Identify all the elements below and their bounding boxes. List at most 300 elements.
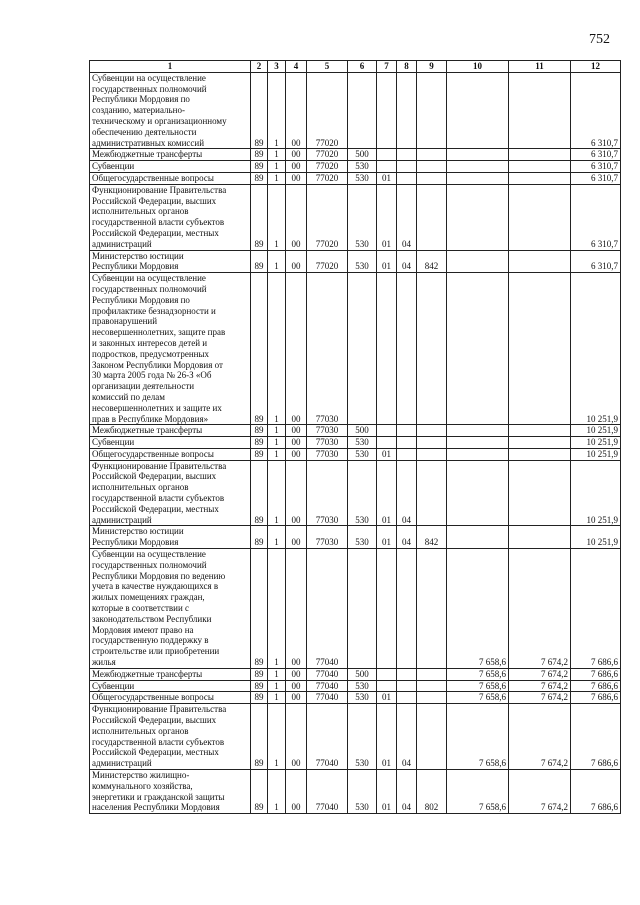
- cell-col-4: 00: [286, 692, 307, 704]
- cell-col-3: 1: [268, 692, 286, 704]
- description-line: исполнительных органов: [92, 206, 189, 217]
- cell-col-11: [509, 250, 571, 273]
- description-line: учета в качестве нуждающихся в: [92, 581, 219, 592]
- cell-col-4: 00: [286, 526, 307, 549]
- cell-col-3: 1: [268, 680, 286, 692]
- cell-col-12: 10 251,9: [571, 448, 621, 460]
- header-col-6: 6: [348, 61, 377, 73]
- cell-col-9: [417, 172, 447, 184]
- cell-col-9: 842: [417, 526, 447, 549]
- description-line: несовершеннолетних, защите прав: [92, 327, 226, 338]
- cell-col-5: 77030: [307, 425, 348, 437]
- header-row: [90, 61, 621, 73]
- cell-col-11: [509, 172, 571, 184]
- cell-col-12: 7 686,6: [571, 704, 621, 770]
- cell-col-10: [447, 250, 509, 273]
- cell-col-2: 89: [251, 668, 268, 680]
- cell-col-9: [417, 692, 447, 704]
- header-col-9: 9: [417, 61, 447, 73]
- cell-col-11: [509, 437, 571, 449]
- cell-col-10: [447, 460, 509, 526]
- cell-col-2: 89: [251, 692, 268, 704]
- cell-col-11: 7 674,2: [509, 770, 571, 814]
- cell-col-8: [397, 448, 417, 460]
- cell-col-6: 530: [348, 460, 377, 526]
- table-row: [90, 72, 621, 149]
- description-line: администраций: [92, 238, 152, 249]
- cell-col-7: [377, 549, 397, 669]
- cell-col-6: [348, 549, 377, 669]
- description-line: энергетики и гражданской защиты: [92, 791, 225, 802]
- cell-col-3: 1: [268, 184, 286, 250]
- description-line: Мордовия имеют право на: [92, 624, 194, 635]
- cell-col-2: 89: [251, 425, 268, 437]
- header-col-12: 12: [571, 61, 621, 73]
- cell-col-10: [447, 273, 509, 425]
- cell-col-7: [377, 668, 397, 680]
- cell-col-8: [397, 149, 417, 161]
- cell-col-11: [509, 526, 571, 549]
- cell-col-10: [447, 149, 509, 161]
- cell-col-7: 01: [377, 448, 397, 460]
- header-col-1: 1: [90, 61, 251, 73]
- description-line: государственных полномочий: [92, 283, 207, 294]
- description-line: государственной власти субъектов: [92, 493, 225, 504]
- cell-col-12: 10 251,9: [571, 460, 621, 526]
- cell-col-6: 530: [348, 692, 377, 704]
- description-line: исполнительных органов: [92, 725, 189, 736]
- row-description: [90, 692, 251, 704]
- cell-col-6: 530: [348, 161, 377, 173]
- cell-col-9: [417, 437, 447, 449]
- cell-col-3: 1: [268, 770, 286, 814]
- cell-col-9: [417, 668, 447, 680]
- description-line: Российской Федерации, местных: [92, 503, 219, 514]
- row-description: [90, 425, 251, 437]
- cell-col-4: 00: [286, 549, 307, 669]
- cell-col-7: 01: [377, 692, 397, 704]
- cell-col-8: [397, 668, 417, 680]
- cell-col-12: 6 310,7: [571, 149, 621, 161]
- description-line: строительстве или приобретении: [92, 646, 220, 657]
- cell-col-11: 7 674,2: [509, 704, 571, 770]
- cell-col-12: 7 686,6: [571, 770, 621, 814]
- description-line: администраций: [92, 514, 152, 525]
- cell-col-3: 1: [268, 273, 286, 425]
- cell-col-5: 77040: [307, 668, 348, 680]
- cell-col-4: 00: [286, 770, 307, 814]
- description-line: Межбюджетные трансферты: [92, 425, 203, 436]
- cell-col-2: 89: [251, 437, 268, 449]
- cell-col-8: 04: [397, 526, 417, 549]
- description-line: жилья: [92, 657, 116, 668]
- cell-col-12: 7 686,6: [571, 680, 621, 692]
- cell-col-11: [509, 72, 571, 149]
- table-row: [90, 704, 621, 770]
- cell-col-8: 04: [397, 250, 417, 273]
- description-line: Российской Федерации, высших: [92, 195, 217, 206]
- cell-col-3: 1: [268, 460, 286, 526]
- cell-col-2: 89: [251, 184, 268, 250]
- cell-col-2: 89: [251, 161, 268, 173]
- cell-col-3: 1: [268, 549, 286, 669]
- row-description: [90, 668, 251, 680]
- cell-col-3: 1: [268, 172, 286, 184]
- table-row: [90, 549, 621, 669]
- cell-col-7: [377, 149, 397, 161]
- cell-col-4: 00: [286, 273, 307, 425]
- header-col-5: 5: [307, 61, 348, 73]
- cell-col-6: 530: [348, 770, 377, 814]
- row-description: [90, 680, 251, 692]
- description-line: государственной власти субъектов: [92, 217, 225, 228]
- row-description: [90, 437, 251, 449]
- cell-col-10: [447, 526, 509, 549]
- cell-col-4: 00: [286, 250, 307, 273]
- header-col-2: 2: [251, 61, 268, 73]
- description-line: государственных полномочий: [92, 83, 207, 94]
- description-line: Межбюджетные трансферты: [92, 149, 203, 160]
- cell-col-5: 77040: [307, 549, 348, 669]
- description-line: комиссий по делам: [92, 391, 165, 402]
- description-line: Российской Федерации, высших: [92, 471, 217, 482]
- table-row: [90, 680, 621, 692]
- cell-col-8: [397, 161, 417, 173]
- cell-col-7: 01: [377, 704, 397, 770]
- table-row: [90, 668, 621, 680]
- row-description: [90, 172, 251, 184]
- description-line: Субвенции на осуществление: [92, 72, 206, 83]
- cell-col-6: 500: [348, 425, 377, 437]
- cell-col-5: 77020: [307, 250, 348, 273]
- row-description: [90, 161, 251, 173]
- row-description: [90, 770, 251, 814]
- cell-col-7: 01: [377, 250, 397, 273]
- description-line: Общегосударственные вопросы: [92, 172, 214, 183]
- cell-col-4: 00: [286, 448, 307, 460]
- description-line: жилых помещениях граждан,: [92, 592, 205, 603]
- cell-col-11: [509, 184, 571, 250]
- description-line: подростков, предусмотренных: [92, 348, 210, 359]
- cell-col-4: 00: [286, 680, 307, 692]
- cell-col-4: 00: [286, 72, 307, 149]
- description-line: населения Республики Мордовия: [92, 802, 220, 813]
- cell-col-10: [447, 184, 509, 250]
- description-line: прав в Республике Мордовия»: [92, 413, 209, 424]
- table-row: [90, 273, 621, 425]
- cell-col-2: 89: [251, 704, 268, 770]
- cell-col-3: 1: [268, 250, 286, 273]
- description-line: Субвенции на осуществление: [92, 549, 206, 560]
- page-number: 752: [589, 32, 610, 47]
- description-line: Министерство юстиции: [92, 526, 184, 537]
- cell-col-2: 89: [251, 526, 268, 549]
- cell-col-8: 04: [397, 460, 417, 526]
- cell-col-7: [377, 425, 397, 437]
- description-line: Республики Мордовия: [92, 261, 179, 272]
- cell-col-6: 530: [348, 704, 377, 770]
- description-line: Межбюджетные трансферты: [92, 668, 203, 679]
- cell-col-8: 04: [397, 770, 417, 814]
- header-col-11: 11: [509, 61, 571, 73]
- cell-col-5: 77030: [307, 448, 348, 460]
- cell-col-2: 89: [251, 172, 268, 184]
- description-line: профилактике безнадзорности и: [92, 305, 216, 316]
- description-line: правонарушений: [92, 316, 158, 327]
- description-line: Законом Республики Мордовия от: [92, 359, 223, 370]
- row-description: [90, 184, 251, 250]
- description-line: Функционирование Правительства: [92, 460, 227, 471]
- cell-col-6: 530: [348, 448, 377, 460]
- description-line: Функционирование Правительства: [92, 184, 227, 195]
- cell-col-9: [417, 448, 447, 460]
- description-line: законодательством Республики: [92, 613, 212, 624]
- cell-col-10: [447, 172, 509, 184]
- description-line: Общегосударственные вопросы: [92, 692, 214, 703]
- header-col-4: 4: [286, 61, 307, 73]
- row-description: [90, 448, 251, 460]
- cell-col-10: [447, 448, 509, 460]
- header-col-10: 10: [447, 61, 509, 73]
- cell-col-11: [509, 460, 571, 526]
- cell-col-3: 1: [268, 437, 286, 449]
- cell-col-11: 7 674,2: [509, 549, 571, 669]
- cell-col-4: 00: [286, 668, 307, 680]
- cell-col-12: 6 310,7: [571, 250, 621, 273]
- description-line: Субвенции на осуществление: [92, 273, 206, 284]
- cell-col-9: [417, 425, 447, 437]
- cell-col-8: 04: [397, 184, 417, 250]
- description-line: и законных интересов детей и: [92, 337, 208, 348]
- table-row: [90, 526, 621, 549]
- cell-col-2: 89: [251, 549, 268, 669]
- cell-col-5: 77020: [307, 72, 348, 149]
- cell-col-7: [377, 161, 397, 173]
- table-row: [90, 149, 621, 161]
- cell-col-10: 7 658,6: [447, 680, 509, 692]
- row-description: [90, 549, 251, 669]
- cell-col-6: 530: [348, 184, 377, 250]
- cell-col-2: 89: [251, 770, 268, 814]
- cell-col-4: 00: [286, 437, 307, 449]
- cell-col-8: [397, 680, 417, 692]
- cell-col-6: 500: [348, 149, 377, 161]
- cell-col-7: 01: [377, 460, 397, 526]
- description-line: которые в соответствии с: [92, 603, 190, 614]
- cell-col-9: [417, 149, 447, 161]
- cell-col-3: 1: [268, 526, 286, 549]
- cell-col-6: 530: [348, 680, 377, 692]
- table-body: [90, 72, 621, 813]
- cell-col-6: 500: [348, 668, 377, 680]
- cell-col-3: 1: [268, 425, 286, 437]
- cell-col-10: 7 658,6: [447, 668, 509, 680]
- cell-col-9: [417, 549, 447, 669]
- cell-col-5: 77040: [307, 704, 348, 770]
- description-line: 30 марта 2005 года № 26-З «Об: [92, 370, 212, 381]
- cell-col-3: 1: [268, 161, 286, 173]
- cell-col-11: 7 674,2: [509, 692, 571, 704]
- cell-col-12: 7 686,6: [571, 692, 621, 704]
- cell-col-5: 77020: [307, 184, 348, 250]
- cell-col-5: 77040: [307, 692, 348, 704]
- cell-col-11: [509, 448, 571, 460]
- cell-col-2: 89: [251, 680, 268, 692]
- cell-col-12: 10 251,9: [571, 273, 621, 425]
- description-line: несовершеннолетних и защите их: [92, 402, 222, 413]
- cell-col-6: 530: [348, 526, 377, 549]
- cell-col-2: 89: [251, 72, 268, 149]
- description-line: техническому и организационному: [92, 115, 227, 126]
- cell-col-9: [417, 161, 447, 173]
- row-description: [90, 72, 251, 149]
- description-line: Субвенции: [92, 437, 135, 448]
- cell-col-8: [397, 437, 417, 449]
- cell-col-8: [397, 273, 417, 425]
- cell-col-7: [377, 437, 397, 449]
- cell-col-6: 530: [348, 250, 377, 273]
- table-row: [90, 437, 621, 449]
- cell-col-2: 89: [251, 250, 268, 273]
- description-line: Республики Мордовия по ведению: [92, 570, 226, 581]
- budget-table: [89, 60, 621, 814]
- cell-col-2: 89: [251, 149, 268, 161]
- cell-col-9: 802: [417, 770, 447, 814]
- cell-col-5: 77020: [307, 172, 348, 184]
- cell-col-8: 04: [397, 704, 417, 770]
- row-description: [90, 149, 251, 161]
- cell-col-8: [397, 692, 417, 704]
- cell-col-3: 1: [268, 668, 286, 680]
- cell-col-7: 01: [377, 526, 397, 549]
- cell-col-12: 10 251,9: [571, 425, 621, 437]
- cell-col-3: 1: [268, 448, 286, 460]
- cell-col-8: [397, 172, 417, 184]
- cell-col-5: 77020: [307, 161, 348, 173]
- cell-col-7: 01: [377, 770, 397, 814]
- cell-col-5: 77040: [307, 770, 348, 814]
- cell-col-11: 7 674,2: [509, 680, 571, 692]
- cell-col-10: 7 658,6: [447, 770, 509, 814]
- cell-col-5: 77030: [307, 526, 348, 549]
- cell-col-2: 89: [251, 273, 268, 425]
- cell-col-12: 6 310,7: [571, 161, 621, 173]
- cell-col-11: 7 674,2: [509, 668, 571, 680]
- cell-col-11: [509, 273, 571, 425]
- cell-col-10: [447, 161, 509, 173]
- cell-col-6: 530: [348, 437, 377, 449]
- cell-col-4: 00: [286, 425, 307, 437]
- cell-col-6: [348, 72, 377, 149]
- cell-col-11: [509, 161, 571, 173]
- cell-col-3: 1: [268, 72, 286, 149]
- row-description: [90, 704, 251, 770]
- cell-col-3: 1: [268, 149, 286, 161]
- cell-col-4: 00: [286, 460, 307, 526]
- description-line: Функционирование Правительства: [92, 704, 227, 715]
- cell-col-10: [447, 437, 509, 449]
- header-col-8: 8: [397, 61, 417, 73]
- table-row: [90, 250, 621, 273]
- cell-col-8: [397, 72, 417, 149]
- description-line: Российской Федерации, местных: [92, 747, 219, 758]
- description-line: Субвенции: [92, 680, 135, 691]
- cell-col-7: [377, 680, 397, 692]
- table-row: [90, 692, 621, 704]
- description-line: Российской Федерации, высших: [92, 715, 217, 726]
- description-line: государственную поддержку в: [92, 635, 209, 646]
- cell-col-10: 7 658,6: [447, 549, 509, 669]
- cell-col-6: [348, 273, 377, 425]
- cell-col-12: 10 251,9: [571, 526, 621, 549]
- cell-col-7: 01: [377, 172, 397, 184]
- cell-col-4: 00: [286, 161, 307, 173]
- cell-col-9: [417, 460, 447, 526]
- cell-col-11: [509, 425, 571, 437]
- description-line: административных комиссий: [92, 137, 205, 148]
- cell-col-11: [509, 149, 571, 161]
- cell-col-9: [417, 184, 447, 250]
- cell-col-8: [397, 425, 417, 437]
- description-line: Республики Мордовия по: [92, 94, 190, 105]
- cell-col-9: [417, 704, 447, 770]
- cell-col-12: 7 686,6: [571, 668, 621, 680]
- description-line: коммунального хозяйства,: [92, 780, 193, 791]
- cell-col-12: 6 310,7: [571, 184, 621, 250]
- cell-col-9: [417, 273, 447, 425]
- cell-col-5: 77030: [307, 437, 348, 449]
- description-line: Субвенции: [92, 161, 135, 172]
- row-description: [90, 526, 251, 549]
- table-row: [90, 161, 621, 173]
- cell-col-10: 7 658,6: [447, 692, 509, 704]
- cell-col-2: 89: [251, 448, 268, 460]
- description-line: Республики Мордовия по: [92, 294, 190, 305]
- table-row: [90, 460, 621, 526]
- row-description: [90, 250, 251, 273]
- cell-col-4: 00: [286, 704, 307, 770]
- description-line: исполнительных органов: [92, 482, 189, 493]
- cell-col-10: [447, 425, 509, 437]
- cell-col-5: 77040: [307, 680, 348, 692]
- description-line: администраций: [92, 758, 152, 769]
- description-line: Министерство юстиции: [92, 250, 184, 261]
- header-col-7: 7: [377, 61, 397, 73]
- table-row: [90, 770, 621, 814]
- cell-col-5: 77020: [307, 149, 348, 161]
- table-row: [90, 425, 621, 437]
- cell-col-7: 01: [377, 184, 397, 250]
- table-row: [90, 448, 621, 460]
- description-line: созданию, материально-: [92, 105, 185, 116]
- cell-col-6: 530: [348, 172, 377, 184]
- description-line: государственной власти субъектов: [92, 736, 225, 747]
- cell-col-2: 89: [251, 460, 268, 526]
- description-line: Министерство жилищно-: [92, 770, 190, 780]
- cell-col-7: [377, 72, 397, 149]
- cell-col-5: 77030: [307, 460, 348, 526]
- cell-col-4: 00: [286, 149, 307, 161]
- description-line: государственных полномочий: [92, 559, 207, 570]
- table-row: [90, 172, 621, 184]
- row-description: [90, 273, 251, 425]
- cell-col-9: 842: [417, 250, 447, 273]
- cell-col-12: 10 251,9: [571, 437, 621, 449]
- cell-col-12: 6 310,7: [571, 172, 621, 184]
- cell-col-3: 1: [268, 704, 286, 770]
- description-line: Российской Федерации, местных: [92, 227, 219, 238]
- description-line: организации деятельности: [92, 381, 195, 392]
